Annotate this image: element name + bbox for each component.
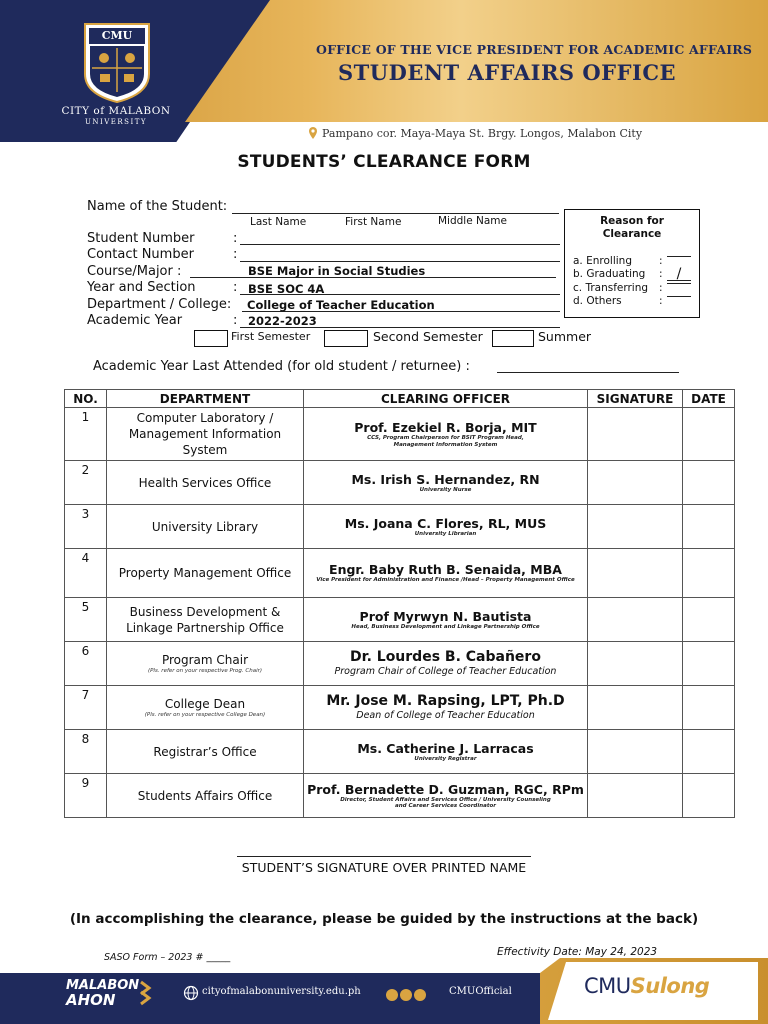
- row-signature-cell[interactable]: [588, 730, 683, 774]
- form-title: STUDENTS’ CLEARANCE FORM: [237, 152, 531, 172]
- reason-others-field[interactable]: [667, 296, 691, 297]
- row-date-cell[interactable]: [683, 408, 735, 461]
- row-signature-cell[interactable]: [588, 686, 683, 730]
- row-officer: [304, 686, 588, 730]
- location-pin-icon: [308, 127, 318, 139]
- address: [308, 127, 642, 140]
- row-signature-cell[interactable]: [588, 774, 683, 818]
- row-officer: [304, 461, 588, 505]
- officer-name: Prof. Ezekiel R. Borja, MIT: [354, 420, 537, 435]
- summer-label: Summer: [538, 329, 592, 344]
- reason-graduating-colon: :: [659, 268, 663, 280]
- officer-name: Engr. Baby Ruth B. Senaida, MBA: [329, 562, 562, 578]
- malabon-ahon-logo: [66, 979, 139, 1007]
- student-signature-label: STUDENT’S SIGNATURE OVER PRINTED NAME: [241, 860, 527, 875]
- contact-number-field[interactable]: [240, 261, 560, 262]
- university-name-line2: UNIVERSITY: [84, 118, 148, 126]
- officer-name: Ms. Joana C. Flores, RL, MUS: [344, 515, 547, 531]
- officer-name: Mr. Jose M. Rapsing, LPT, Ph.D: [326, 693, 565, 709]
- department-text: Program Chair: [161, 653, 249, 667]
- guide-note: (In accomplishing the clearance, please be guided by the instructions at the back): [69, 911, 699, 927]
- website-link[interactable]: cityofmalabonuniversity.edu.ph: [202, 986, 361, 997]
- social-icons: [386, 984, 428, 1003]
- first-semester-label: First Semester: [231, 330, 311, 343]
- academic-year-value: 2022-2023: [248, 314, 317, 328]
- officer-title: Director, Student Affairs and Services Office / University Counseling and Career Services Coordinator: [340, 796, 551, 809]
- row-date-cell[interactable]: [683, 461, 735, 505]
- officer-name: Prof Myrwyn N. Bautista: [359, 608, 532, 624]
- officer-title: Dean of College of Teacher Education: [356, 710, 535, 721]
- social-handle: CMUOfficial: [449, 986, 512, 997]
- row-no: 8: [65, 730, 107, 774]
- clearance-table: [64, 389, 735, 818]
- row-no: 7: [65, 686, 107, 730]
- row-no: 1: [65, 408, 107, 461]
- reason-enrolling-field[interactable]: [667, 256, 691, 257]
- row-date-cell[interactable]: [683, 549, 735, 598]
- table-row: [65, 408, 735, 461]
- office-title: STUDENT AFFAIRS OFFICE: [338, 60, 677, 85]
- reason-for-clearance-box: [564, 209, 700, 318]
- table-header-row: [65, 390, 735, 408]
- reason-transferring-colon: :: [659, 282, 663, 294]
- department-text: Health Services Office: [138, 475, 272, 490]
- second-semester-label: Second Semester: [373, 329, 483, 344]
- row-date-cell[interactable]: [683, 642, 735, 686]
- table-row: [65, 730, 735, 774]
- row-officer: [304, 408, 588, 461]
- row-signature-cell[interactable]: [588, 461, 683, 505]
- reason-others-colon: :: [659, 295, 663, 307]
- header-signature: SIGNATURE: [588, 390, 683, 408]
- reason-graduating-field[interactable]: /: [667, 269, 691, 281]
- row-officer: [304, 642, 588, 686]
- cmu-logo-text: CMU: [584, 974, 631, 998]
- row-no: 9: [65, 774, 107, 818]
- row-signature-cell[interactable]: [588, 505, 683, 549]
- department-text: Computer Laboratory / Management Information System: [128, 411, 282, 457]
- officer-title: Program Chair of College of Teacher Education: [334, 666, 557, 677]
- brand-line2: AHON: [66, 991, 116, 1009]
- department-text: Property Management Office: [118, 566, 292, 580]
- header-date: DATE: [683, 390, 735, 408]
- officer-name: Ms. Irish S. Hernandez, RN: [351, 471, 540, 487]
- last-attended-label: Academic Year Last Attended (for old student / returnee) :: [93, 359, 470, 374]
- row-department: [107, 598, 304, 642]
- department-value: College of Teacher Education: [247, 298, 435, 312]
- department-note: (Pls. refer on your respective College Dean): [144, 712, 266, 718]
- row-department: [107, 730, 304, 774]
- year-section-colon: :: [233, 280, 238, 295]
- row-date-cell[interactable]: [683, 686, 735, 730]
- seal-text: CMU: [101, 29, 133, 42]
- officer-title: Head, Business Development and Linkage Partnership Office: [351, 623, 540, 630]
- row-officer: [304, 549, 588, 598]
- row-signature-cell[interactable]: [588, 598, 683, 642]
- row-department: [107, 505, 304, 549]
- student-number-field[interactable]: [240, 244, 560, 245]
- second-semester-checkbox[interactable]: [324, 330, 368, 347]
- table-row: [65, 774, 735, 818]
- year-section-value: BSE SOC 4A: [248, 282, 325, 296]
- saso-form-number: SASO Form – 2023 # _____: [104, 952, 231, 963]
- officer-title: University Librarian: [414, 530, 477, 537]
- row-no: 2: [65, 461, 107, 505]
- reason-enrolling-colon: :: [659, 255, 663, 267]
- reason-title-line1: Reason for: [600, 215, 664, 227]
- university-name-line1: CITY of MALABON: [61, 105, 171, 117]
- cmu-sulong-logo: [584, 974, 709, 998]
- twitter-icon[interactable]: [414, 989, 426, 1001]
- reason-others-label: d. Others: [573, 295, 622, 307]
- row-no: 5: [65, 598, 107, 642]
- row-no: 3: [65, 505, 107, 549]
- row-officer: [304, 505, 588, 549]
- row-officer: [304, 774, 588, 818]
- reason-graduating-label: b. Graduating: [573, 268, 646, 280]
- first-semester-checkbox[interactable]: [194, 330, 228, 347]
- reason-transferring-field[interactable]: [667, 283, 691, 284]
- department-text: Students Affairs Office: [137, 788, 273, 803]
- row-date-cell[interactable]: [683, 598, 735, 642]
- reason-title-line2: Clearance: [602, 228, 662, 240]
- course-label: Course/Major :: [87, 264, 182, 279]
- student-number-colon: :: [233, 231, 238, 246]
- name-label: Name of the Student:: [87, 199, 228, 214]
- row-no: 6: [65, 642, 107, 686]
- row-officer: [304, 730, 588, 774]
- academic-year-colon: :: [233, 313, 238, 328]
- table-row: [65, 642, 735, 686]
- table-row: [65, 686, 735, 730]
- department-text: Registrar’s Office: [153, 744, 257, 759]
- reason-transferring-label: c. Transferring: [573, 282, 649, 294]
- officer-name: Dr. Lourdes B. Cabañero: [350, 649, 541, 665]
- officer-name: Ms. Catherine J. Larracas: [357, 740, 534, 756]
- middle-name-sublabel: Middle Name: [438, 215, 507, 227]
- effectivity-date: Effectivity Date: May 24, 2023: [497, 946, 658, 958]
- officer-title: University Registrar: [414, 755, 477, 762]
- officer-title: CCS, Program Chairperson for BSIT Program Head, Management Information System: [367, 435, 524, 448]
- academic-year-label: Academic Year: [87, 313, 183, 328]
- department-label: Department / College:: [87, 297, 232, 312]
- row-signature-cell[interactable]: [588, 549, 683, 598]
- first-name-sublabel: First Name: [345, 216, 402, 228]
- chevron-right-icon: [139, 980, 153, 1006]
- table-row: [65, 598, 735, 642]
- course-value: BSE Major in Social Studies: [248, 264, 426, 278]
- facebook-icon[interactable]: [386, 989, 398, 1001]
- brand-line1: MALABON: [66, 978, 140, 993]
- row-department: [107, 461, 304, 505]
- row-signature-cell[interactable]: [588, 408, 683, 461]
- reason-enrolling-label: a. Enrolling: [573, 255, 632, 267]
- student-number-label: Student Number: [87, 231, 195, 246]
- office-name: OFFICE OF THE VICE PRESIDENT FOR ACADEMIC AFFAIRS: [316, 42, 753, 57]
- officer-title: Vice President for Administration and Finance /Head – Property Management Office: [316, 577, 575, 584]
- officer-name: Prof. Bernadette D. Guzman, RGC, RPm: [307, 781, 584, 797]
- row-signature-cell[interactable]: [588, 642, 683, 686]
- last-name-sublabel: Last Name: [250, 216, 307, 228]
- table-row: [65, 505, 735, 549]
- address-text: Pampano cor. Maya-Maya St. Brgy. Longos, Malabon City: [322, 127, 643, 140]
- contact-number-colon: :: [233, 247, 238, 262]
- table-row: [65, 549, 735, 598]
- header-clearing-officer: CLEARING OFFICER: [304, 390, 588, 408]
- row-department: [107, 642, 304, 686]
- university-name: [46, 106, 186, 128]
- department-note: (Pls. refer on your respective Prog. Chair): [147, 668, 263, 674]
- summer-checkbox[interactable]: [492, 330, 534, 347]
- header-department: DEPARTMENT: [107, 390, 304, 408]
- row-officer: [304, 598, 588, 642]
- department-text: Business Development & Linkage Partnership Office: [126, 604, 284, 635]
- row-date-cell[interactable]: [683, 774, 735, 818]
- reason-title: [565, 215, 699, 241]
- sulong-logo-text: Sulong: [630, 974, 710, 998]
- year-section-label: Year and Section: [87, 280, 196, 295]
- department-text: College Dean: [164, 697, 246, 711]
- row-department: [107, 774, 304, 818]
- row-department: [107, 686, 304, 730]
- last-attended-field[interactable]: [497, 372, 679, 373]
- name-field[interactable]: [232, 213, 559, 214]
- row-no: 4: [65, 549, 107, 598]
- row-department: [107, 408, 304, 461]
- instagram-icon[interactable]: [400, 989, 412, 1001]
- row-date-cell[interactable]: [683, 505, 735, 549]
- row-department: [107, 549, 304, 598]
- contact-number-label: Contact Number: [87, 247, 194, 262]
- globe-icon: [183, 985, 199, 1001]
- header-no: NO.: [65, 390, 107, 408]
- table-row: [65, 461, 735, 505]
- officer-title: University Nurse: [419, 486, 472, 493]
- department-text: University Library: [151, 519, 259, 534]
- row-date-cell[interactable]: [683, 730, 735, 774]
- student-signature-field[interactable]: [237, 856, 531, 857]
